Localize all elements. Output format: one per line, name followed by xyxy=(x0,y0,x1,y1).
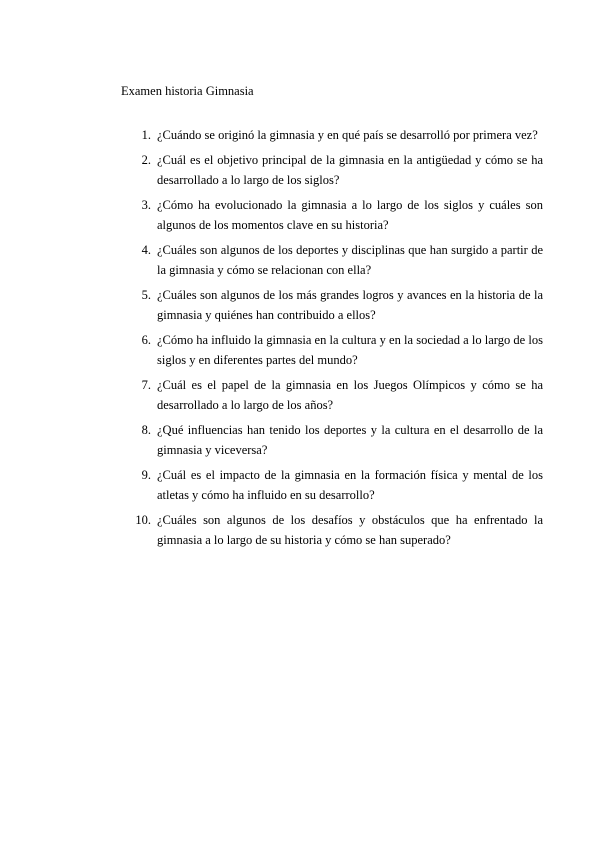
question-number: 9. xyxy=(141,467,151,482)
question-text: ¿Cuándo se originó la gimnasia y en qué país se desarrolló por primera vez? xyxy=(157,128,538,142)
question-item-9 xyxy=(121,465,543,506)
question-item-4 xyxy=(121,240,543,281)
question-number: 8. xyxy=(141,422,151,437)
question-text: ¿Cuáles son algunos de los más grandes logros y avances en la historia de la gimnasia y quiénes han contribuido a ellos? xyxy=(157,287,543,322)
question-list xyxy=(121,125,543,555)
question-number: 3. xyxy=(141,197,151,212)
question-text: ¿Cuál es el impacto de la gimnasia en la formación física y mental de los atletas y cómo ha influido en su desarrollo? xyxy=(157,467,543,502)
question-text: ¿Cómo ha evolucionado la gimnasia a lo largo de los siglos y cuáles son algunos de los momentos clave en su historia? xyxy=(157,197,543,232)
question-item-2 xyxy=(121,150,543,191)
question-number: 2. xyxy=(141,152,151,167)
question-text: ¿Cómo ha influido la gimnasia en la cultura y en la sociedad a lo largo de los siglos y en diferentes partes del mundo? xyxy=(157,332,543,367)
question-text: ¿Qué influencias han tenido los deportes y la cultura en el desarrollo de la gimnasia y viceversa? xyxy=(157,422,543,457)
question-number: 10. xyxy=(135,512,151,527)
question-text: ¿Cuál es el objetivo principal de la gimnasia en la antigüedad y cómo se ha desarrollado a lo largo de los siglos? xyxy=(157,152,543,187)
question-item-3 xyxy=(121,195,543,236)
question-item-10 xyxy=(121,510,543,551)
question-item-6 xyxy=(121,330,543,371)
question-number: 1. xyxy=(141,128,151,142)
question-item-5 xyxy=(121,285,543,326)
question-number: 5. xyxy=(141,287,151,302)
document-title: Examen historia Gimnasia xyxy=(121,84,254,98)
question-item-1 xyxy=(121,125,543,146)
question-number: 7. xyxy=(141,377,151,392)
question-number: 6. xyxy=(141,332,151,347)
question-item-8 xyxy=(121,420,543,461)
question-item-7 xyxy=(121,375,543,416)
question-text: ¿Cuáles son algunos de los desafíos y obstáculos que ha enfrentado la gimnasia a lo largo de su historia y cómo se han superado? xyxy=(157,512,543,547)
question-number: 4. xyxy=(141,242,151,257)
question-text: ¿Cuáles son algunos de los deportes y disciplinas que han surgido a partir de la gimnasia y cómo se relacionan con ella? xyxy=(157,242,543,277)
question-text: ¿Cuál es el papel de la gimnasia en los Juegos Olímpicos y cómo se ha desarrollado a lo largo de los años? xyxy=(157,377,543,412)
